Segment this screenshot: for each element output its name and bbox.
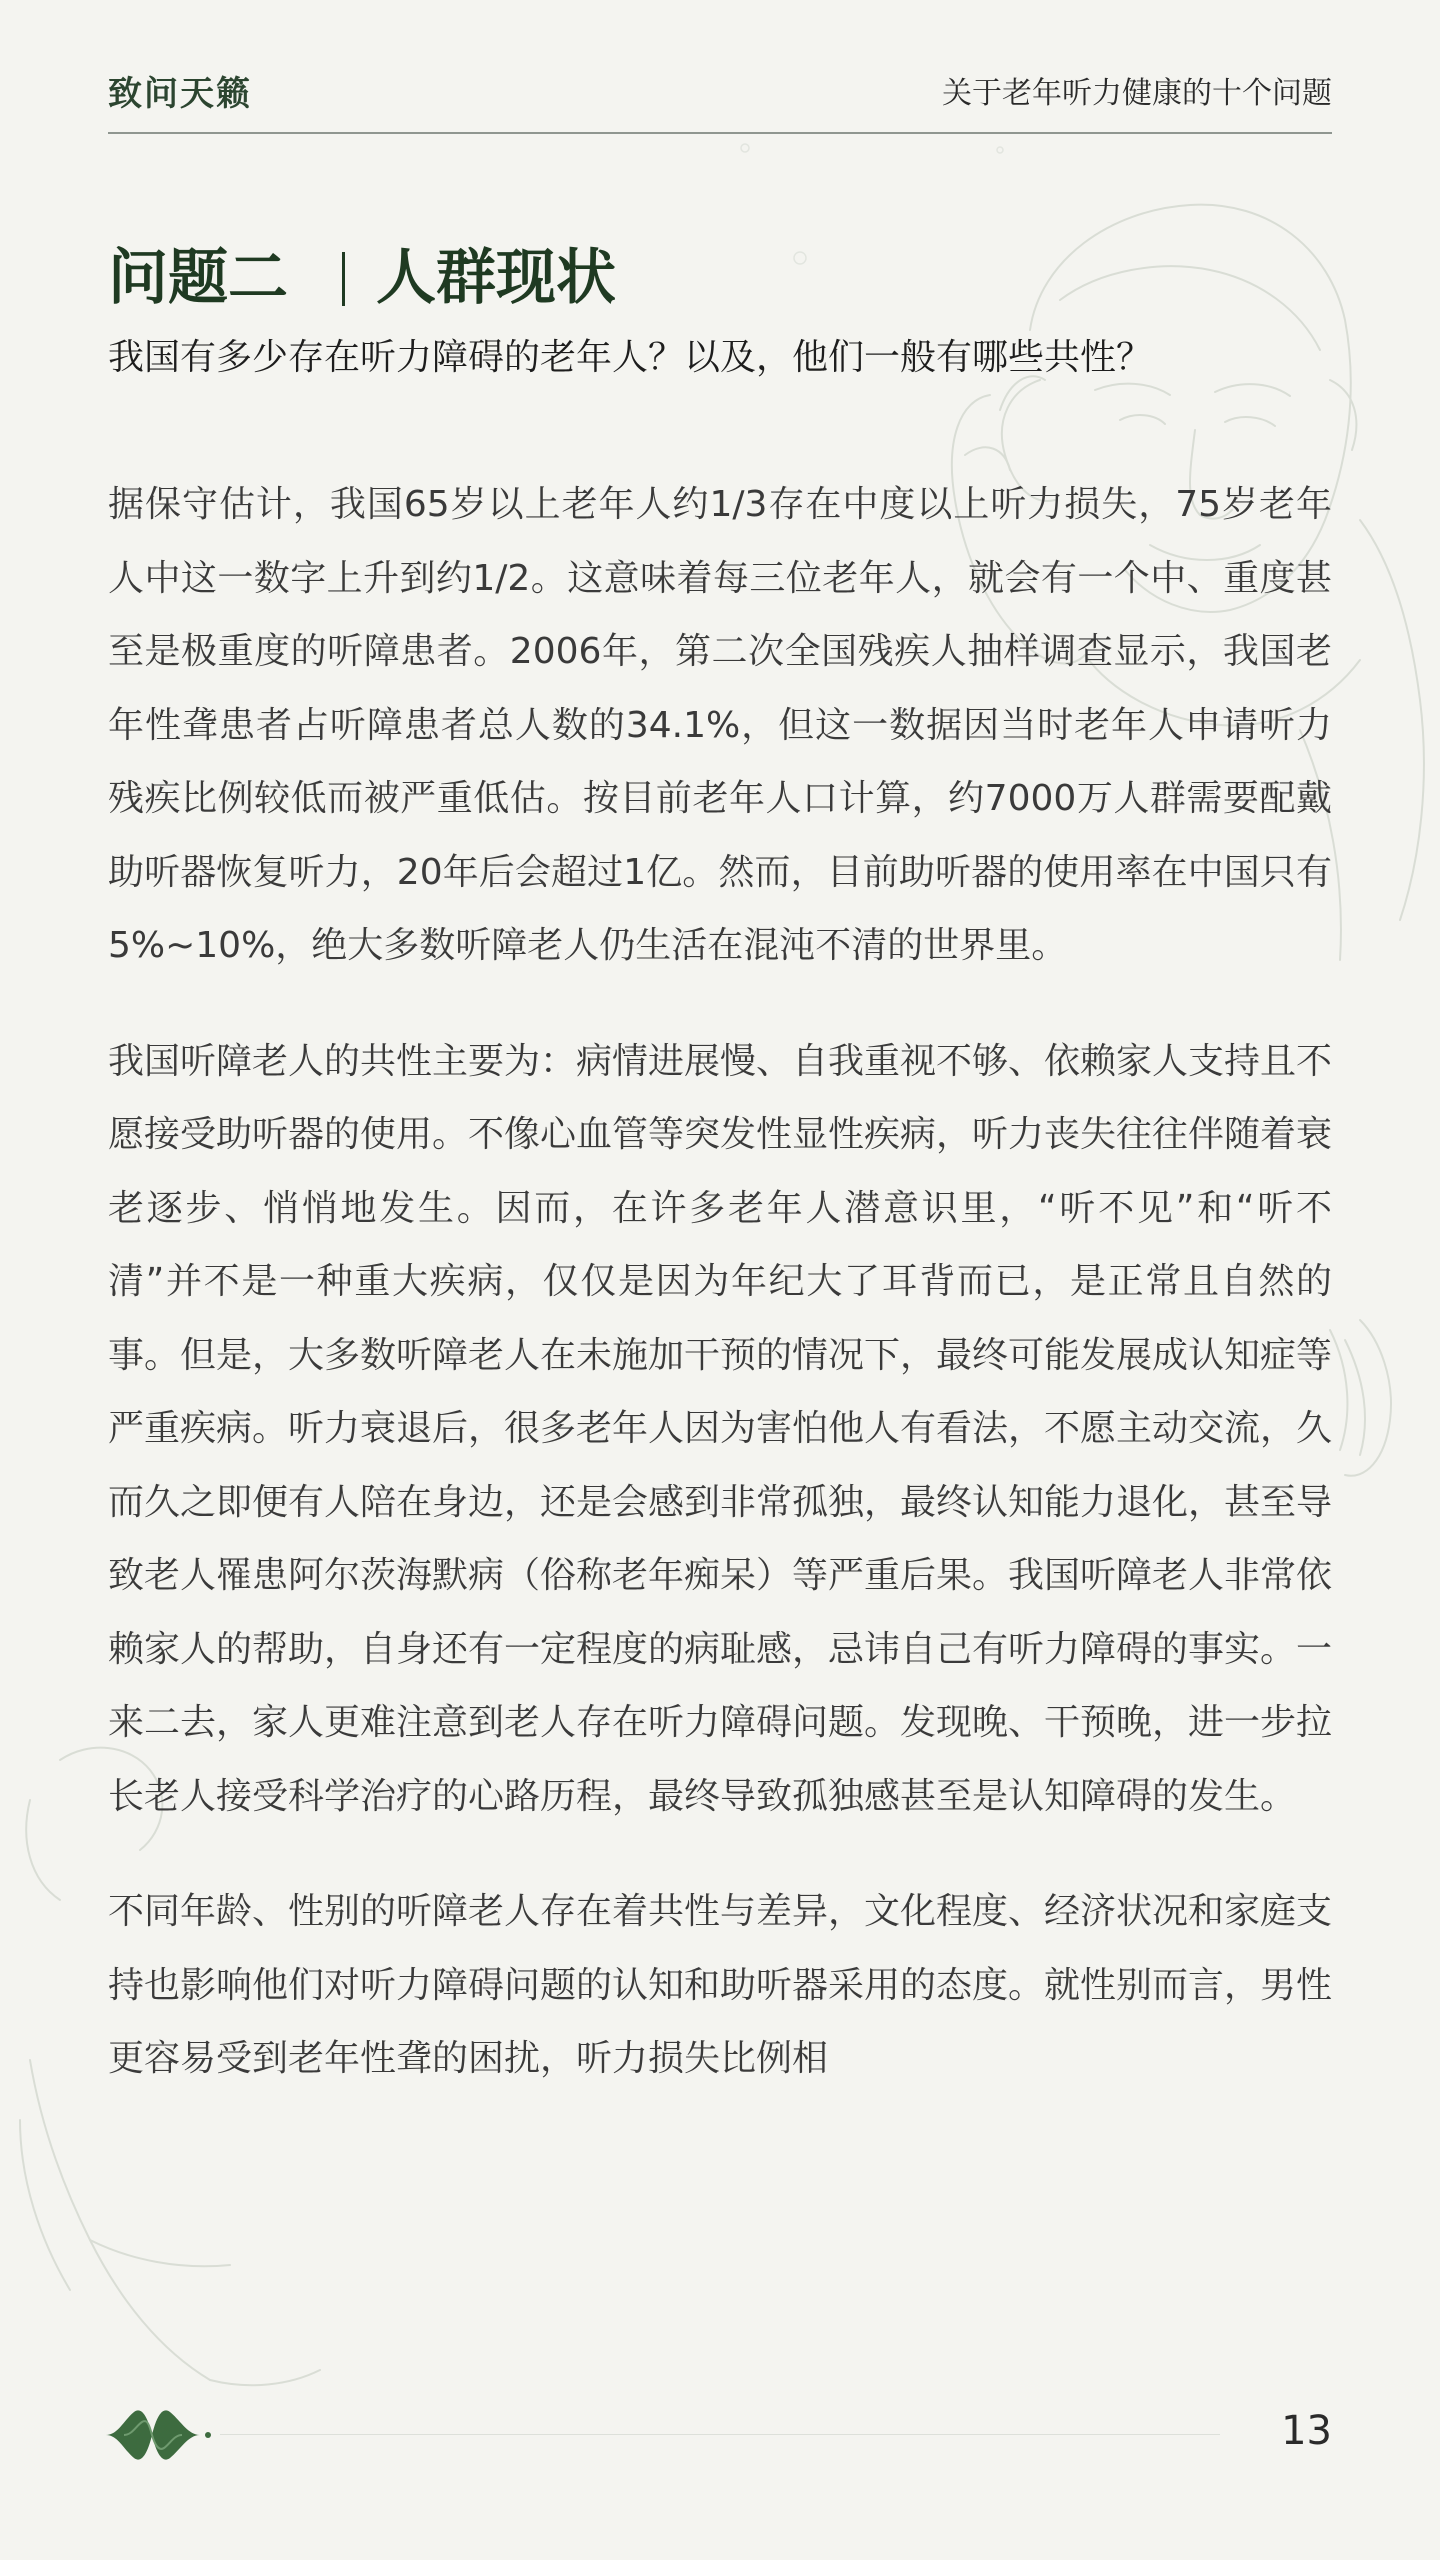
page-header bbox=[108, 62, 1332, 134]
paragraph: 我国听障老人的共性主要为：病情进展慢、自我重视不够、依赖家人支持且不愿接受助听器的使用。不像心血管等突发性显性疾病，听力丧失往往伴随着衰老逐步、悄悄地发生。因而，在许多老年人潜意识里，“听不见”和“听不清”并不是一种重大疾病，仅仅是因为年纪大了耳背而已，是正常且自然的事。但是，大多数听障老人在未施加干预的情况下，最终可能发展成认知症等严重疾病。听力衰退后，很多老年人因为害怕他人有看法，不愿主动交流，久而久之即便有人陪在身边，还是会感到非常孤独，最终认知能力退化，甚至导致老人罹患阿尔茨海默病（俗称老年痴呆）等严重后果。我国听障老人非常依赖家人的帮助，自身还有一定程度的病耻感，忌讳自己有听力障碍的事实。一来二去，家人更难注意到老人存在听力障碍问题。发现晚、干预晚，进一步拉长老人接受科学治疗的心路历程，最终导致孤独感甚至是认知障碍的发生。 bbox=[108, 1040, 1333, 1817]
article-body bbox=[108, 468, 1332, 2096]
soundwave-logo-icon bbox=[104, 2400, 214, 2470]
section-number: 问题二 bbox=[108, 243, 288, 313]
section-heading bbox=[108, 238, 1332, 318]
footer-divider bbox=[220, 2434, 1220, 2435]
document-title: 关于老年听力健康的十个问题 bbox=[942, 76, 1332, 111]
section-question: 我国有多少存在听力障碍的老年人？以及，他们一般有哪些共性？ bbox=[108, 337, 1153, 378]
section-divider bbox=[342, 252, 345, 306]
paragraph: 据保守估计，我国65岁以上老年人约1/3存在中度以上听力损失，75岁老年人中这一数字上升到约1/2。这意味着每三位老年人，就会有一个中、重度甚至是极重度的听障患者。2006年，第二次全国残疾人抽样调查显示，我国老年性聋患者占听障患者总人数的34.1%，但这一数据因当时老年人申请听力残疾比例较低而被严重低估。按目前老年人口计算，约7000万人群需要配戴助听器恢复听力，20年后会超过1亿。然而，目前助听器的使用率在中国只有5%~10%，绝大多数听障老人仍生活在混沌不清的世界里。 bbox=[108, 484, 1332, 966]
paragraph: 不同年龄、性别的听障老人存在着共性与差异，文化程度、经济状况和家庭支持也影响他们对听力障碍问题的认知和助听器采用的态度。就性别而言，男性更容易受到老年性聋的困扰，听力损失比例相 bbox=[108, 1891, 1333, 2079]
section-name: 人群现状 bbox=[376, 243, 616, 313]
page-number: 13 bbox=[1281, 2408, 1332, 2454]
brand-logo: 致问天籁 bbox=[108, 74, 252, 114]
